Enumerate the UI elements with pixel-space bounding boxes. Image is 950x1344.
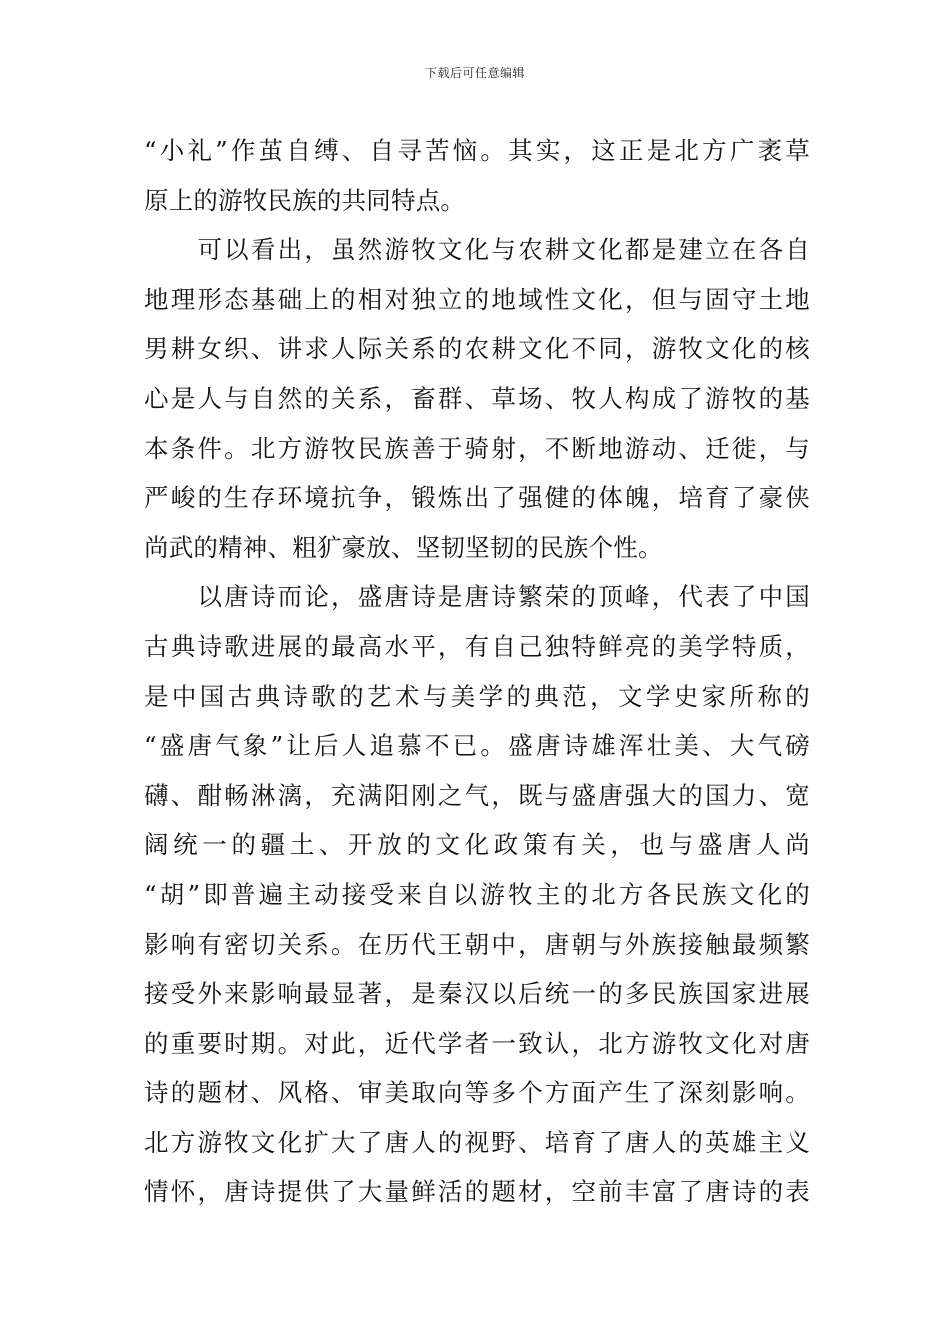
text-line: 地理形态基础上的相对独立的地域性文化，但与固守土地	[144, 284, 810, 314]
text-line: 男耕女织、讲求人际关系的农耕文化不同，游牧文化的核	[144, 334, 810, 364]
text-line: 北方游牧文化扩大了唐人的视野、培育了唐人的英雄主义	[144, 1127, 810, 1157]
text-line: “小礼”作茧自缚、自寻苦恼。其实，这正是北方广袤草	[144, 136, 810, 165]
text-line: 情怀，唐诗提供了大量鲜活的题材，空前丰富了唐诗的表	[144, 1177, 810, 1207]
text-line: 影响有密切关系。在历代王朝中，唐朝与外族接触最频繁	[144, 929, 810, 959]
text-line: 原上的游牧民族的共同特点。	[144, 185, 466, 215]
text-line: 本条件。北方游牧民族善于骑射，不断地游动、迁徙，与	[144, 433, 810, 463]
page-header: 下载后可任意编辑	[424, 66, 525, 80]
text-line: 是中国古典诗歌的艺术与美学的典范，文学史家所称的	[144, 681, 810, 711]
text-line: 礴、酣畅淋漓，充满阳刚之气，既与盛唐强大的国力、宽	[144, 780, 810, 810]
text-line: 阔统一的疆土、开放的文化政策有关，也与盛唐人尚	[144, 830, 810, 860]
text-line: 的重要时期。对此，近代学者一致认，北方游牧文化对唐	[144, 1028, 810, 1058]
text-line: 以唐诗而论，盛唐诗是唐诗繁荣的顶峰，代表了中国	[144, 582, 810, 612]
text-line: 心是人与自然的关系，畜群、草场、牧人构成了游牧的基	[144, 383, 810, 413]
text-line: “盛唐气象”让后人追慕不已。盛唐诗雄浑壮美、大气磅	[144, 731, 810, 761]
body-text	[144, 126, 810, 1217]
text-line: 诗的题材、风格、审美取向等多个方面产生了深刻影响。	[144, 1078, 810, 1108]
text-line: 古典诗歌进展的最高水平，有自己独特鲜亮的美学特质，	[144, 631, 810, 661]
text-line: 可以看出，虽然游牧文化与农耕文化都是建立在各自	[144, 235, 810, 265]
text-line: “胡”即普遍主动接受来自以游牧主的北方各民族文化的	[144, 879, 810, 909]
text-line: 尚武的精神、粗犷豪放、坚韧坚韧的民族个性。	[144, 532, 663, 562]
text-line: 接受外来影响最显著，是秦汉以后统一的多民族国家进展	[144, 979, 810, 1009]
text-line: 严峻的生存环境抗争，锻炼出了强健的体魄，培育了豪侠	[144, 483, 810, 513]
